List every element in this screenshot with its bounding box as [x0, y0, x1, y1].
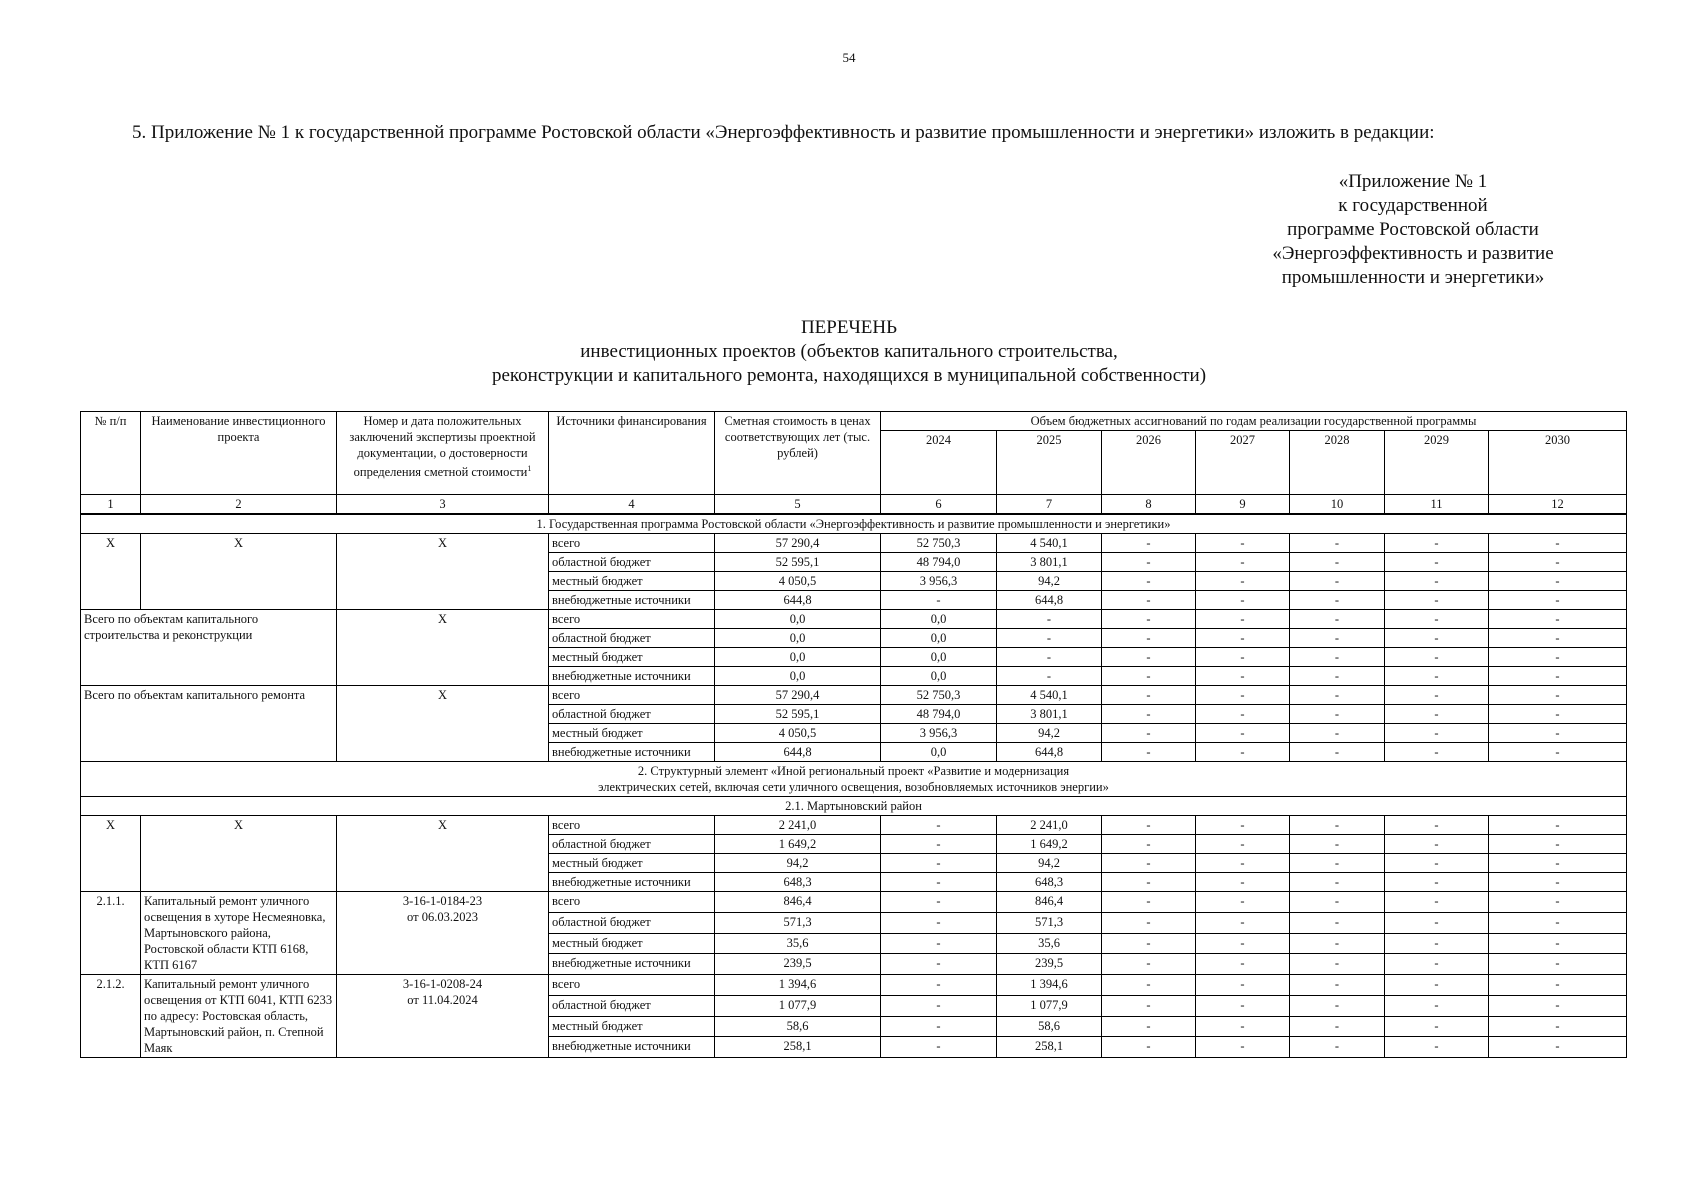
budget-value-2029: -: [1385, 995, 1489, 1016]
budget-value-2025: -: [997, 667, 1102, 686]
funding-source: всего: [549, 816, 715, 835]
budget-value-2028: -: [1290, 892, 1385, 913]
budget-value-2030: -: [1489, 933, 1627, 954]
budget-value-2025: 1 394,6: [997, 975, 1102, 996]
estimated-cost: 644,8: [715, 591, 881, 610]
estimated-cost: 571,3: [715, 912, 881, 933]
funding-source: местный бюджет: [549, 854, 715, 873]
budget-value-2025: 1 649,2: [997, 835, 1102, 854]
budget-value-2028: -: [1290, 975, 1385, 996]
estimated-cost: 1 394,6: [715, 975, 881, 996]
budget-value-2028: -: [1290, 724, 1385, 743]
budget-value-2026: -: [1102, 743, 1196, 762]
expertise-info: X: [337, 534, 549, 610]
estimated-cost: 35,6: [715, 933, 881, 954]
budget-value-2029: -: [1385, 553, 1489, 572]
column-number: 11: [1385, 495, 1489, 515]
column-number: 4: [549, 495, 715, 515]
budget-value-2026: -: [1102, 1037, 1196, 1058]
budget-value-2030: -: [1489, 1037, 1627, 1058]
budget-value-2026: -: [1102, 933, 1196, 954]
budget-value-2030: -: [1489, 667, 1627, 686]
budget-value-2027: -: [1196, 743, 1290, 762]
heading-line: ПЕРЕЧЕНЬ: [800, 317, 898, 338]
budget-value-2025: 2 241,0: [997, 816, 1102, 835]
budget-value-2025: 35,6: [997, 933, 1102, 954]
budget-value-2028: -: [1290, 705, 1385, 724]
budget-value-2027: -: [1196, 873, 1290, 892]
budget-value-2027: -: [1196, 892, 1290, 913]
funding-source: внебюджетные источники: [549, 667, 715, 686]
budget-value-2024: 0,0: [881, 667, 997, 686]
budget-value-2028: -: [1290, 912, 1385, 933]
budget-value-2025: 94,2: [997, 854, 1102, 873]
budget-value-2026: -: [1102, 610, 1196, 629]
budget-value-2029: -: [1385, 873, 1489, 892]
budget-value-2028: -: [1290, 954, 1385, 975]
estimated-cost: 52 595,1: [715, 553, 881, 572]
header-num: № п/п: [81, 412, 141, 495]
appendix-line: «Приложение № 1: [1338, 171, 1488, 192]
table-row: [81, 816, 1627, 835]
budget-value-2028: -: [1290, 667, 1385, 686]
column-number: 2: [141, 495, 337, 515]
funding-source: местный бюджет: [549, 933, 715, 954]
budget-value-2030: -: [1489, 648, 1627, 667]
estimated-cost: 58,6: [715, 1016, 881, 1037]
budget-value-2024: -: [881, 912, 997, 933]
projects-table: [80, 411, 1627, 1058]
budget-value-2025: 94,2: [997, 572, 1102, 591]
funding-source: всего: [549, 534, 715, 553]
project-name: Всего по объектам капитального ремонта: [81, 686, 337, 762]
estimated-cost: 4 050,5: [715, 724, 881, 743]
section-row: [81, 514, 1627, 534]
budget-value-2026: -: [1102, 873, 1196, 892]
section-title: 2. Структурный элемент «Иной региональный проект «Развитие и модернизация электрических сетей, включая сети уличного освещения, возобновляемых источников энергии»: [81, 762, 1627, 797]
funding-source: местный бюджет: [549, 1016, 715, 1037]
budget-value-2024: -: [881, 591, 997, 610]
subsection-row: [81, 797, 1627, 816]
budget-value-2027: -: [1196, 1037, 1290, 1058]
budget-value-2025: 571,3: [997, 912, 1102, 933]
budget-value-2025: 58,6: [997, 1016, 1102, 1037]
expertise-info: 3-16-1-0208-24 от 11.04.2024: [337, 975, 549, 1058]
project-name: Капитальный ремонт уличного освещения от КТП 6041, КТП 6233 по адресу: Ростовская область, Мартыновский район, п. Степной Маяк: [141, 975, 337, 1058]
page-number: 54: [842, 50, 856, 65]
heading-line: реконструкции и капитального ремонта, находящихся в муниципальной собственности): [491, 365, 1207, 386]
header-year: 2026: [1102, 431, 1196, 495]
budget-value-2028: -: [1290, 835, 1385, 854]
header-year: 2027: [1196, 431, 1290, 495]
amendment-text: 5. Приложение № 1 к государственной программе Ростовской области «Энергоэффективность и развитие промышленности и энергетики» изложить в редакции:: [132, 122, 1435, 143]
budget-value-2024: -: [881, 892, 997, 913]
appendix-line: «Энергоэффективность и развитие: [1272, 243, 1554, 264]
header-expertise: [337, 412, 549, 495]
budget-value-2029: -: [1385, 975, 1489, 996]
budget-value-2027: -: [1196, 1016, 1290, 1037]
budget-value-2027: -: [1196, 629, 1290, 648]
budget-value-2025: -: [997, 610, 1102, 629]
budget-value-2029: -: [1385, 724, 1489, 743]
budget-value-2026: -: [1102, 553, 1196, 572]
estimated-cost: 1 077,9: [715, 995, 881, 1016]
budget-value-2026: -: [1102, 591, 1196, 610]
budget-value-2025: 4 540,1: [997, 534, 1102, 553]
budget-value-2024: 52 750,3: [881, 534, 997, 553]
funding-source: всего: [549, 892, 715, 913]
budget-value-2027: -: [1196, 610, 1290, 629]
budget-value-2026: -: [1102, 892, 1196, 913]
budget-value-2029: -: [1385, 648, 1489, 667]
budget-value-2027: -: [1196, 667, 1290, 686]
expertise-info: X: [337, 816, 549, 892]
budget-value-2028: -: [1290, 1016, 1385, 1037]
budget-value-2027: -: [1196, 534, 1290, 553]
budget-value-2024: -: [881, 954, 997, 975]
header-name: Наименование инвестиционного проекта: [141, 412, 337, 495]
budget-value-2029: -: [1385, 835, 1489, 854]
project-number: X: [81, 816, 141, 892]
project-number: X: [81, 534, 141, 610]
budget-value-2030: -: [1489, 873, 1627, 892]
funding-source: внебюджетные источники: [549, 591, 715, 610]
column-number: 6: [881, 495, 997, 515]
budget-value-2029: -: [1385, 591, 1489, 610]
header-expertise-text: Номер и дата положительных заключений экспертизы проектной документации, о достоверности определения сметной стоимости: [349, 414, 536, 480]
budget-value-2030: -: [1489, 572, 1627, 591]
estimated-cost: 846,4: [715, 892, 881, 913]
budget-value-2029: -: [1385, 1016, 1489, 1037]
budget-value-2030: -: [1489, 591, 1627, 610]
budget-value-2029: -: [1385, 954, 1489, 975]
budget-value-2030: -: [1489, 835, 1627, 854]
funding-source: внебюджетные источники: [549, 873, 715, 892]
budget-value-2027: -: [1196, 591, 1290, 610]
header-year: 2030: [1489, 431, 1627, 495]
header-year: 2024: [881, 431, 997, 495]
funding-source: областной бюджет: [549, 553, 715, 572]
estimated-cost: 1 649,2: [715, 835, 881, 854]
budget-value-2024: -: [881, 873, 997, 892]
budget-value-2029: -: [1385, 854, 1489, 873]
header-cost: Сметная стоимость в ценах соответствующих лет (тыс. рублей): [715, 412, 881, 495]
table-header-row: [81, 412, 1627, 431]
section-row: [81, 762, 1627, 797]
header-year: 2028: [1290, 431, 1385, 495]
budget-value-2025: 3 801,1: [997, 553, 1102, 572]
budget-value-2030: -: [1489, 534, 1627, 553]
estimated-cost: 57 290,4: [715, 534, 881, 553]
budget-value-2030: -: [1489, 629, 1627, 648]
budget-value-2027: -: [1196, 954, 1290, 975]
budget-value-2028: -: [1290, 816, 1385, 835]
budget-value-2025: -: [997, 648, 1102, 667]
column-number: 8: [1102, 495, 1196, 515]
funding-source: местный бюджет: [549, 724, 715, 743]
budget-value-2027: -: [1196, 933, 1290, 954]
budget-value-2026: -: [1102, 1016, 1196, 1037]
column-number: 7: [997, 495, 1102, 515]
budget-value-2024: 0,0: [881, 648, 997, 667]
budget-value-2028: -: [1290, 743, 1385, 762]
budget-value-2027: -: [1196, 816, 1290, 835]
budget-value-2027: -: [1196, 724, 1290, 743]
budget-value-2029: -: [1385, 667, 1489, 686]
budget-value-2028: -: [1290, 995, 1385, 1016]
project-number: 2.1.1.: [81, 892, 141, 975]
header-year: 2025: [997, 431, 1102, 495]
funding-source: областной бюджет: [549, 835, 715, 854]
budget-value-2024: -: [881, 1037, 997, 1058]
budget-value-2024: 3 956,3: [881, 724, 997, 743]
budget-value-2029: -: [1385, 610, 1489, 629]
budget-value-2029: -: [1385, 686, 1489, 705]
budget-value-2026: -: [1102, 724, 1196, 743]
budget-value-2030: -: [1489, 1016, 1627, 1037]
budget-value-2030: -: [1489, 705, 1627, 724]
heading-line: инвестиционных проектов (объектов капитального строительства,: [580, 341, 1118, 362]
column-number: 10: [1290, 495, 1385, 515]
budget-value-2026: -: [1102, 648, 1196, 667]
budget-value-2030: -: [1489, 912, 1627, 933]
budget-value-2026: -: [1102, 534, 1196, 553]
column-number: 12: [1489, 495, 1627, 515]
table-row: [81, 686, 1627, 705]
budget-value-2027: -: [1196, 572, 1290, 591]
budget-value-2028: -: [1290, 854, 1385, 873]
budget-value-2024: 0,0: [881, 743, 997, 762]
budget-value-2024: -: [881, 854, 997, 873]
funding-source: областной бюджет: [549, 995, 715, 1016]
budget-value-2028: -: [1290, 553, 1385, 572]
budget-value-2024: -: [881, 835, 997, 854]
budget-value-2027: -: [1196, 995, 1290, 1016]
budget-value-2028: -: [1290, 648, 1385, 667]
budget-value-2029: -: [1385, 534, 1489, 553]
budget-value-2024: 0,0: [881, 610, 997, 629]
estimated-cost: 0,0: [715, 629, 881, 648]
budget-value-2024: 3 956,3: [881, 572, 997, 591]
project-name: X: [141, 534, 337, 610]
budget-value-2028: -: [1290, 610, 1385, 629]
budget-value-2024: 48 794,0: [881, 705, 997, 724]
budget-value-2024: -: [881, 816, 997, 835]
table-row: [81, 892, 1627, 913]
appendix-caption: [1240, 170, 1586, 290]
budget-value-2030: -: [1489, 975, 1627, 996]
budget-value-2026: -: [1102, 816, 1196, 835]
funding-source: всего: [549, 975, 715, 996]
budget-value-2027: -: [1196, 648, 1290, 667]
budget-value-2029: -: [1385, 705, 1489, 724]
column-number: 1: [81, 495, 141, 515]
budget-value-2026: -: [1102, 835, 1196, 854]
budget-value-2030: -: [1489, 995, 1627, 1016]
budget-value-2026: -: [1102, 705, 1196, 724]
budget-value-2030: -: [1489, 816, 1627, 835]
budget-value-2028: -: [1290, 572, 1385, 591]
budget-value-2027: -: [1196, 705, 1290, 724]
estimated-cost: 2 241,0: [715, 816, 881, 835]
budget-value-2029: -: [1385, 933, 1489, 954]
header-budget: Объем бюджетных ассигнований по годам реализации государственной программы: [881, 412, 1627, 431]
column-number: 9: [1196, 495, 1290, 515]
budget-value-2026: -: [1102, 995, 1196, 1016]
estimated-cost: 0,0: [715, 610, 881, 629]
budget-value-2029: -: [1385, 629, 1489, 648]
budget-value-2026: -: [1102, 572, 1196, 591]
funding-source: местный бюджет: [549, 648, 715, 667]
budget-value-2028: -: [1290, 933, 1385, 954]
budget-value-2028: -: [1290, 1037, 1385, 1058]
estimated-cost: 4 050,5: [715, 572, 881, 591]
budget-value-2026: -: [1102, 667, 1196, 686]
estimated-cost: 57 290,4: [715, 686, 881, 705]
estimated-cost: 644,8: [715, 743, 881, 762]
budget-value-2028: -: [1290, 873, 1385, 892]
budget-value-2025: 648,3: [997, 873, 1102, 892]
budget-value-2030: -: [1489, 724, 1627, 743]
expertise-info: 3-16-1-0184-23 от 06.03.2023: [337, 892, 549, 975]
budget-value-2030: -: [1489, 743, 1627, 762]
budget-value-2027: -: [1196, 912, 1290, 933]
budget-value-2027: -: [1196, 835, 1290, 854]
project-name: Капитальный ремонт уличного освещения в хуторе Несмеяновка, Мартыновского района, Ростовской области КТП 6168, КТП 6167: [141, 892, 337, 975]
budget-value-2030: -: [1489, 686, 1627, 705]
estimated-cost: 0,0: [715, 648, 881, 667]
budget-value-2025: 644,8: [997, 591, 1102, 610]
project-name: X: [141, 816, 337, 892]
budget-value-2027: -: [1196, 553, 1290, 572]
estimated-cost: 239,5: [715, 954, 881, 975]
funding-source: внебюджетные источники: [549, 1037, 715, 1058]
budget-value-2027: -: [1196, 854, 1290, 873]
budget-value-2026: -: [1102, 686, 1196, 705]
header-sources: Источники финансирования: [549, 412, 715, 495]
column-number: 5: [715, 495, 881, 515]
budget-value-2030: -: [1489, 553, 1627, 572]
budget-value-2024: 52 750,3: [881, 686, 997, 705]
budget-value-2029: -: [1385, 572, 1489, 591]
budget-value-2029: -: [1385, 892, 1489, 913]
funding-source: областной бюджет: [549, 629, 715, 648]
appendix-line: к государственной: [1338, 195, 1488, 216]
budget-value-2025: 239,5: [997, 954, 1102, 975]
table-row: [81, 610, 1627, 629]
table-row: [81, 534, 1627, 553]
budget-value-2030: -: [1489, 892, 1627, 913]
budget-value-2026: -: [1102, 912, 1196, 933]
budget-value-2026: -: [1102, 954, 1196, 975]
budget-value-2025: 1 077,9: [997, 995, 1102, 1016]
budget-value-2025: 644,8: [997, 743, 1102, 762]
section-title: 1. Государственная программа Ростовской области «Энергоэффективность и развитие промышленности и энергетики»: [81, 514, 1627, 534]
budget-value-2024: 48 794,0: [881, 553, 997, 572]
estimated-cost: 648,3: [715, 873, 881, 892]
expertise-info: X: [337, 610, 549, 686]
appendix-line: программе Ростовской области: [1287, 219, 1539, 240]
header-year: 2029: [1385, 431, 1489, 495]
budget-value-2029: -: [1385, 912, 1489, 933]
budget-value-2024: -: [881, 933, 997, 954]
funding-source: всего: [549, 610, 715, 629]
budget-value-2025: 3 801,1: [997, 705, 1102, 724]
budget-value-2028: -: [1290, 686, 1385, 705]
project-number: 2.1.2.: [81, 975, 141, 1058]
column-number: 3: [337, 495, 549, 515]
expertise-info: X: [337, 686, 549, 762]
budget-value-2026: -: [1102, 629, 1196, 648]
funding-source: областной бюджет: [549, 705, 715, 724]
funding-source: областной бюджет: [549, 912, 715, 933]
document-heading: [0, 316, 1698, 388]
budget-value-2025: 94,2: [997, 724, 1102, 743]
budget-value-2030: -: [1489, 954, 1627, 975]
budget-value-2024: -: [881, 1016, 997, 1037]
funding-source: всего: [549, 686, 715, 705]
budget-value-2025: 258,1: [997, 1037, 1102, 1058]
estimated-cost: 258,1: [715, 1037, 881, 1058]
funding-source: внебюджетные источники: [549, 954, 715, 975]
budget-value-2030: -: [1489, 854, 1627, 873]
project-name: Всего по объектам капитального строительства и реконструкции: [81, 610, 337, 686]
subsection-title: 2.1. Мартыновский район: [81, 797, 1627, 816]
footnote-marker: 1: [527, 464, 532, 473]
appendix-line: промышленности и энергетики»: [1281, 267, 1545, 288]
budget-value-2025: 846,4: [997, 892, 1102, 913]
estimated-cost: 94,2: [715, 854, 881, 873]
funding-source: местный бюджет: [549, 572, 715, 591]
table-row: [81, 975, 1627, 996]
budget-value-2028: -: [1290, 591, 1385, 610]
budget-value-2025: -: [997, 629, 1102, 648]
budget-value-2024: 0,0: [881, 629, 997, 648]
budget-value-2024: -: [881, 975, 997, 996]
column-number-row: [81, 495, 1627, 515]
budget-value-2028: -: [1290, 534, 1385, 553]
budget-value-2026: -: [1102, 975, 1196, 996]
budget-value-2029: -: [1385, 1037, 1489, 1058]
budget-value-2030: -: [1489, 610, 1627, 629]
budget-value-2025: 4 540,1: [997, 686, 1102, 705]
budget-value-2024: -: [881, 995, 997, 1016]
budget-value-2027: -: [1196, 975, 1290, 996]
estimated-cost: 52 595,1: [715, 705, 881, 724]
budget-value-2029: -: [1385, 743, 1489, 762]
budget-value-2028: -: [1290, 629, 1385, 648]
funding-source: внебюджетные источники: [549, 743, 715, 762]
budget-value-2027: -: [1196, 686, 1290, 705]
budget-value-2026: -: [1102, 854, 1196, 873]
budget-value-2029: -: [1385, 816, 1489, 835]
estimated-cost: 0,0: [715, 667, 881, 686]
